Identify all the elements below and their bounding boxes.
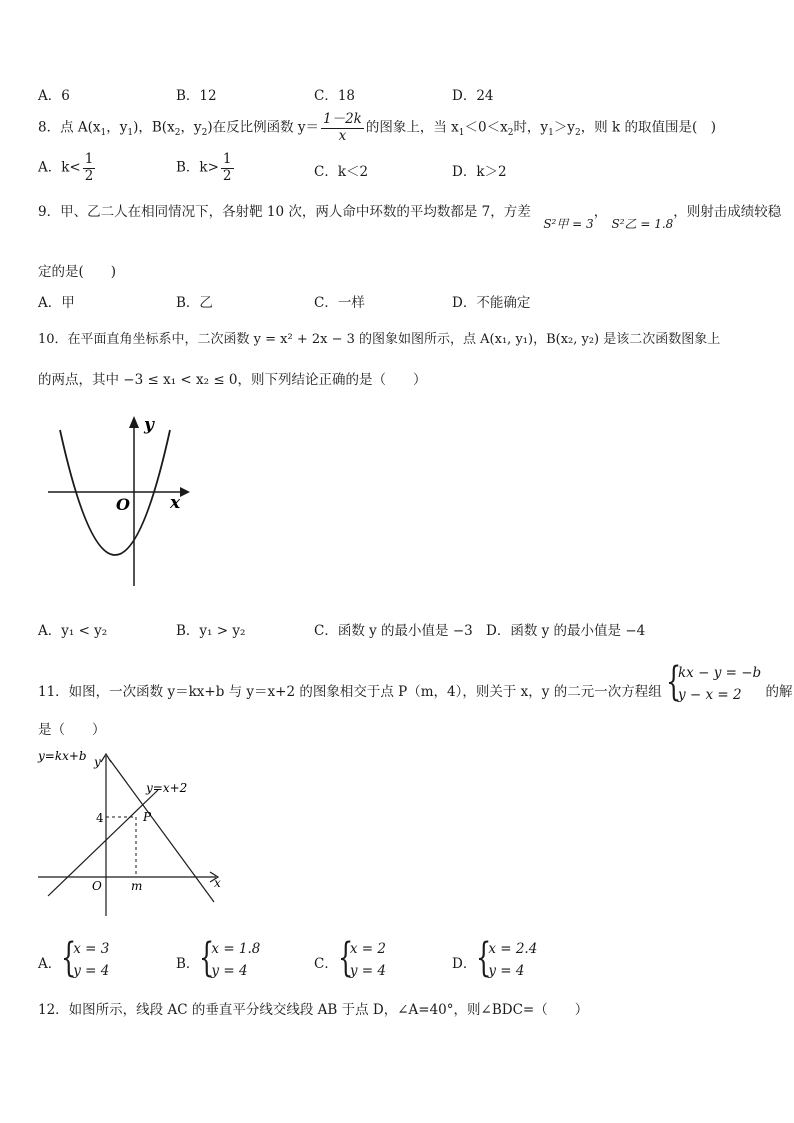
q9-question: 9．甲、乙二人在相同情况下，各射靶 10 次，两人命中环数的平均数都是 7，方差 S²甲 = 3， S²乙 = 1.8，则射击成绩较稳 [38, 204, 782, 231]
q11-label-4: 4 [96, 811, 104, 825]
q11-question: 11．如图，一次函数 y＝kx+b 与 y＝x+2 的图象相交于点 P（m，4），则关于 x，y 的二元一次方程组 { kx − y = −b y − x = 2 的解 [38, 659, 793, 705]
q7-option-b: B．12 [176, 88, 217, 104]
q9-variance-jia: S²甲 = 3 [543, 217, 594, 231]
q11-option-d: D． { x = 2.4 y = 4 [452, 935, 538, 981]
q11-option-a: A． { x = 3 y = 4 [38, 935, 110, 981]
q10-x-label: x [170, 493, 181, 513]
q11-label-o: O [92, 879, 102, 893]
q9-question-line2: 定的是( ) [38, 264, 117, 280]
q8-option-d: D．k＞2 [452, 164, 507, 180]
q11-label-y: y [94, 755, 101, 769]
q8-option-a: A．k< $\frac{1}{2}$ [38, 151, 94, 184]
q7-option-c: C．18 [314, 88, 356, 104]
q10-question-line2: 的两点，其中 −3 ≤ x₁ < x₂ ≤ 0，则下列结论正确的是（ ） [38, 372, 427, 388]
q11-label-x: x [214, 876, 221, 890]
q10-option-a: A．y₁ < y₂ [38, 623, 108, 639]
q8-option-b: B．k> $\frac{1}{2}$ [176, 151, 232, 184]
q10-y-arrow [129, 416, 139, 428]
q11-linear-graph [34, 744, 234, 920]
q8-question: 8．点 $A(x_1$，$y_1$)，$B(x_2$，$y_2$)在反比例函数 y＝ $\frac{1-2k}{x}$ 的图象上，当 $x_1<0<x_2$时，$y_1>y_2$，则 k 的取值围是( ) [38, 111, 716, 144]
q10-question: 10．在平面直角坐标系中，二次函数 y = x² + 2x − 3 的图象如图所示，点 A(x₁, y₁)，B(x₂, y₂) 是该二次函数图象上 [38, 332, 721, 347]
q10-option-b: B．y₁ > y₂ [176, 623, 246, 639]
q11-option-c: C． { x = 2 y = 4 [314, 935, 386, 981]
q7-option-d: D．24 [452, 88, 494, 104]
q10-parabola-figure [40, 410, 200, 590]
q10-y-label: y [144, 415, 154, 435]
q9-option-d: D．不能确定 [452, 295, 531, 311]
q11-label-kx-b: y=kx+b [38, 749, 87, 763]
q11-option-b: B． { x = 1.8 y = 4 [176, 935, 261, 981]
q8-fraction: $\frac{1-2k}{x}$ [323, 111, 362, 144]
q10-option-d: D．函数 y 的最小值是 −4 [486, 623, 646, 639]
q11-label-m: m [131, 879, 143, 893]
q9-option-a: A．甲 [38, 295, 75, 311]
q11-equation-system: { kx − y = −b y − x = 2 [666, 659, 762, 705]
q9-variance-yi: S²乙 = 1.8 [611, 217, 674, 231]
q11-question-line2: 是（ ） [38, 722, 106, 738]
q9-option-b: B．乙 [176, 295, 213, 311]
q8-option-c: C．k＜2 [314, 164, 369, 180]
q11-label-x-plus-2: y=x+2 [146, 781, 188, 795]
q11-label-p: P [143, 810, 152, 824]
q9-option-c: C．一样 [314, 295, 365, 311]
q7-option-a: A．6 [38, 88, 70, 104]
q10-option-c: C．函数 y 的最小值是 −3 [314, 623, 473, 639]
q10-x-arrow [180, 487, 190, 497]
q10-origin-label: O [116, 495, 130, 514]
q12-question: 12．如图所示，线段 AC 的垂直平分线交线段 AB 于点 D，∠A=40°，则∠BDC=（ ） [38, 1002, 589, 1018]
